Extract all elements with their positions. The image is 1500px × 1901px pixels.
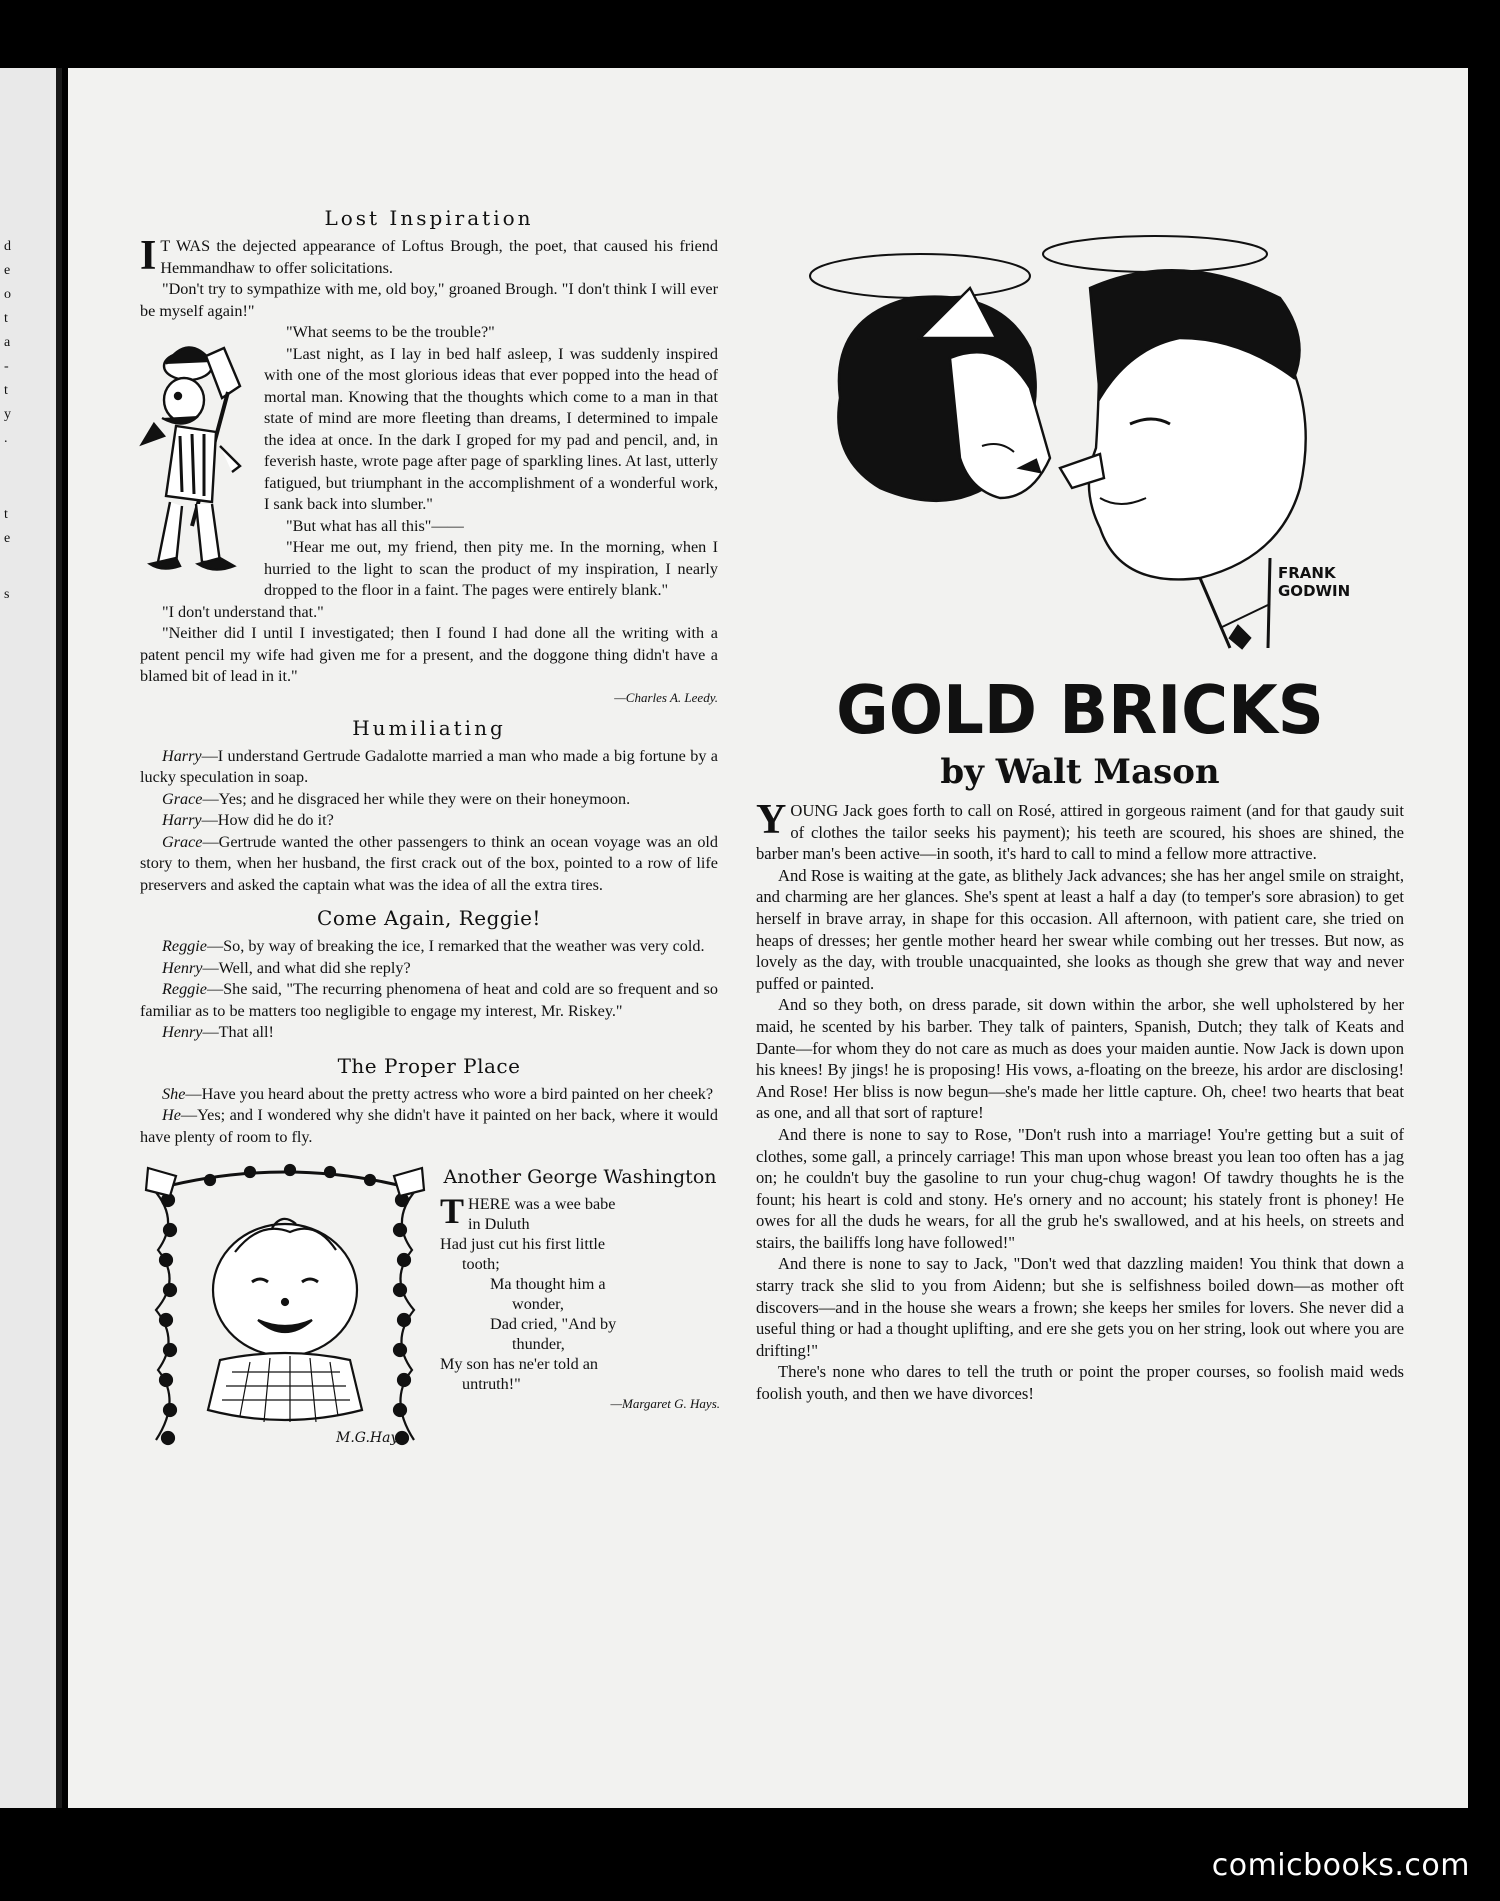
margin-fragment: y <box>4 407 11 422</box>
article-paragraph <box>140 233 718 279</box>
poem-text: HERE was a wee babe <box>468 1195 616 1213</box>
margin-fragment: d <box>4 239 11 254</box>
margin-fragment: a <box>4 335 11 350</box>
line-text: —She said, "The recurring phenomena of heat and cold are so frequent and so familiar as to be matters too negligible to engage my interest, Mr. Riskey." <box>140 980 718 1020</box>
margin-fragment: e <box>4 531 11 546</box>
line-text: —That all! <box>202 1023 274 1041</box>
line-text: —Yes; and I wondered why she didn't have it painted on her back, where it would have plenty of room to fly. <box>140 1106 718 1146</box>
line-text: —Have you heard about the pretty actress who wore a bird painted on her cheek? <box>185 1084 714 1103</box>
margin-fragment: e <box>4 263 11 278</box>
dialogue-line <box>140 1105 718 1148</box>
article-paragraph: "Hear me out, my friend, then pity me. In the morning, when I hurried to the light to scan the product of my inspiration, I nearly dropped to the floor in a faint. The pages were entirely blank." <box>264 538 718 599</box>
magazine-page <box>68 68 1468 1808</box>
page-gutter <box>56 68 62 1808</box>
speaker: Henry <box>162 958 203 977</box>
dialogue-line <box>140 1084 718 1106</box>
article-paragraph: "What seems to be the trouble?" <box>286 323 495 341</box>
author-credit: —Charles A. Leedy. <box>614 689 718 705</box>
article-paragraph: "Last night, as I lay in bed half asleep, I was suddenly inspired with one of the most glorious ideas that ever popped into the head of mortal man. Knowing that the thoughts which come to a man in that state of mind are more fleeting than dreams, I determined to impale the idea at once. In the dark I groped for my pad and pencil, and, in feverish haste, wrote page after page of sparkling lines. At last, utterly fatigued, but triumphant in the accomplishment of a wonderful work, I sank back into slumber." <box>264 344 719 513</box>
speaker: Harry <box>162 746 202 765</box>
margin-fragment: . <box>4 431 8 446</box>
line-text: —Gertrude wanted the other passengers to think an ocean voyage was an old story to them, when her husband, the first crack out of the box, pointed to a row of life preservers and asked the captain what was the idea of all the extra tires. <box>140 832 718 894</box>
margin-fragment: t <box>4 311 8 326</box>
dialogue-line <box>140 936 718 958</box>
dialogue-line <box>140 810 718 832</box>
margin-fragment: - <box>4 359 9 374</box>
right-column <box>756 228 1404 1405</box>
line-text: —Yes; and he disgraced her while they were on their honeymoon. <box>202 789 631 808</box>
speaker: Harry <box>162 811 202 829</box>
speaker: Grace <box>162 832 203 851</box>
speaker: Grace <box>162 789 203 808</box>
article-humiliating <box>140 716 718 897</box>
dialogue-line <box>140 832 718 897</box>
byline: by Walt Mason <box>940 752 1220 792</box>
drop-cap: Y <box>756 797 787 843</box>
article-title: Another George Washington <box>443 1166 717 1188</box>
svg-text:GODWIN: GODWIN <box>1278 582 1351 600</box>
article-paragraph: "But what has all this"—— <box>286 516 464 535</box>
dialogue-line <box>140 979 718 1022</box>
article-paragraph: "Don't try to sympathize with me, old boy," groaned Brough. "I don't think I will ever be myself again!" <box>140 280 718 320</box>
kissing-couple-illustration <box>800 228 1360 668</box>
speaker: He <box>162 1106 181 1124</box>
poem-line: Had just cut his first little <box>440 1235 606 1253</box>
poem-block <box>440 1166 720 1412</box>
speaker: She <box>162 1084 186 1103</box>
poem-line: untruth!" <box>462 1375 521 1393</box>
watermark: comicbooks.com <box>1211 1848 1470 1883</box>
article-title: Humiliating <box>352 715 506 740</box>
margin-fragment: s <box>4 587 10 602</box>
article-title: Come Again, Reggie! <box>317 906 541 930</box>
drop-cap: I <box>140 233 157 279</box>
poem-line: in Duluth <box>468 1215 530 1233</box>
line-text: —How did he do it? <box>201 811 334 829</box>
speaker: Reggie <box>162 937 207 955</box>
article-lost-inspiration <box>140 206 718 706</box>
article-paragraph: There's none who dares to tell the truth or point the proper courses, so foolish maid weds foolish youth, and then we have divorces! <box>756 1362 1404 1404</box>
author-credit: —Margaret G. Hays. <box>610 1396 720 1411</box>
poem <box>440 1191 720 1394</box>
article-paragraph: And so they both, on dress parade, sit down within the arbor, she well upholstered by her maid, he scented by his barber. They talk of painters, Spanish, Dutch; they talk of Keats and Dante—for whom they do not care as much as does your maiden auntie. Now Jack is down upon his knees! By jings! he is proposing! His vows, a-floating on the breeze, his ardor are disclosing! And Rose! Her bliss is now begun—she's made her little capture. Oh, chee! two hearts that beat as one, and all that sort of rapture! <box>756 995 1404 1123</box>
article-title: GOLD BRICKS <box>836 672 1324 750</box>
drop-cap: T <box>440 1191 465 1231</box>
svg-text:M.G.Hays: M.G.Hays <box>336 1430 406 1446</box>
woodsman-illustration <box>136 326 254 584</box>
scan-top-border <box>0 0 1500 68</box>
paragraph-text: T WAS the dejected appearance of Loftus Brough, the poet, that caused his friend Hemmandhaw to offer solicitations. <box>160 237 718 277</box>
paragraph-text: OUNG Jack goes forth to call on Rosé, attired in gorgeous raiment (and for that gaudy suit of clothes the tailor seeks his payment); his teeth are scoured, his shoes are shined, the barber man's been active—in sooth, it's hard to call to mind a fellow more attractive. <box>756 801 1404 864</box>
svg-text:FRANK: FRANK <box>1278 564 1336 582</box>
poem-line: thunder, <box>512 1335 565 1353</box>
article-come-again <box>140 906 718 1044</box>
dialogue-line <box>140 1022 718 1044</box>
facing-page-edge <box>0 68 62 1808</box>
poem-line: tooth; <box>462 1255 500 1273</box>
article-paragraph: And there is none to say to Jack, "Don't wed that dazzling maiden! You think that down a starry track she slid to you from Aidenn; but she is selfishness boiled down—as mother oft discovers—and in the house she wears a frown; she keeps her smiles for lovers. She never did a useful thing or had a thought uplifting, and ere she gets you on her string, look out where you are drifting!" <box>756 1254 1404 1360</box>
scan-right-border <box>1468 68 1500 1808</box>
baby-illustration <box>140 1160 430 1452</box>
dialogue-line <box>140 958 718 980</box>
article-title: The Proper Place <box>337 1053 521 1078</box>
line-text: —I understand Gertrude Gadalotte married a man who made a big fortune by a lucky speculation in soap. <box>140 746 718 786</box>
article-paragraph: "I don't understand that." <box>162 602 324 621</box>
left-column <box>140 196 718 1460</box>
dialogue-line <box>140 789 718 811</box>
article-paragraph <box>756 797 1404 865</box>
poem-line: Dad cried, "And by <box>490 1315 617 1333</box>
margin-fragment: o <box>4 287 11 302</box>
line-text: —Well, and what did she reply? <box>202 958 411 977</box>
speaker: Henry <box>162 1023 203 1041</box>
dialogue-line <box>140 746 718 789</box>
article-title: Lost Inspiration <box>324 206 534 230</box>
speaker: Reggie <box>162 980 207 998</box>
scan-bottom-border <box>0 1808 1500 1901</box>
margin-fragment: t <box>4 507 8 522</box>
poem-line: My son has ne'er told an <box>440 1355 599 1373</box>
article-proper-place <box>140 1054 718 1149</box>
article-george-washington <box>140 1160 718 1460</box>
article-paragraph: And there is none to say to Rose, "Don't rush into a marriage! You're getting but a suit of clothes, some gall, a princely carriage! This man upon whose breast you lean too often has a jag on; he couldn't buy the gasoline to run your chug-chug wagon! Of tawdry thoughts he is the fount; his heart is cold and stony. He's ornery and no account; his stately front is phoney! He owes for all the duds he wears, for all the grub he's swallowed, and at his heels, on streets and stairs, the bailiffs long have followed!" <box>756 1124 1404 1252</box>
margin-fragment: t <box>4 383 8 398</box>
article-paragraph: "Neither did I until I investigated; then I found I had done all the writing with a patent pencil my wife had given me for a present, and the doggone thing didn't have a blamed bit of lead in it." <box>140 624 718 685</box>
line-text: —So, by way of breaking the ice, I remarked that the weather was very cold. <box>206 937 705 955</box>
article-paragraph: And Rose is waiting at the gate, as blithely Jack advances; she has her angel smile on straight, and charming are her glances. She's spent at least a half a day (to temper's sore abrasion) to get herself in brave array, in shape for this occasion. All afternoon, with patient care, she tried on heaps of dresses; her gentle mother heard her swear while combing out her tresses. But now, as lovely as the day, with trouble unacquainted, she looks as though she grew that way and never puffed or painted. <box>756 865 1404 993</box>
poem-line: Ma thought him a <box>490 1275 606 1293</box>
poem-line: wonder, <box>512 1295 564 1313</box>
